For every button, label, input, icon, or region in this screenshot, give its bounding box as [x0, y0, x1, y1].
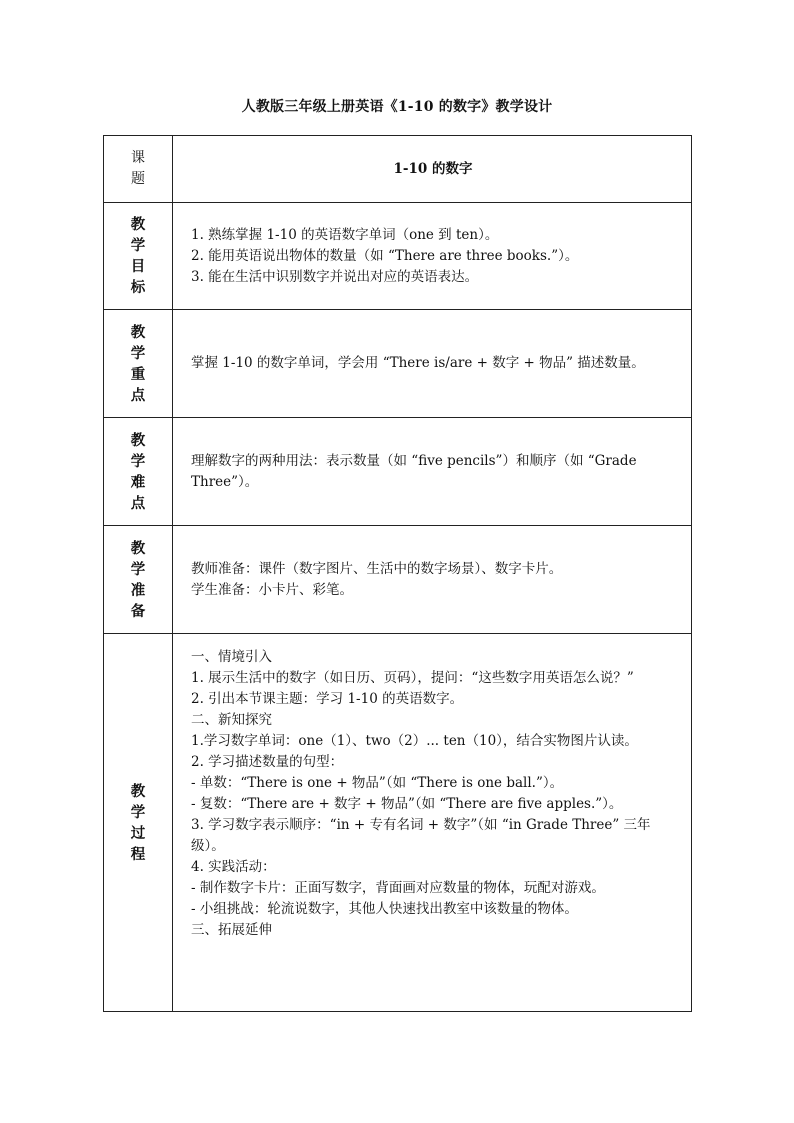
process-content: [173, 634, 692, 1012]
lesson-plan-table: [103, 135, 692, 1012]
label-char: 教: [130, 431, 146, 449]
label-char: 过: [130, 824, 146, 842]
preparation-row: [104, 526, 692, 634]
label-char: 教: [130, 539, 146, 557]
document-title: 人教版三年级上册英语《1-10 的数字》教学设计: [241, 99, 553, 115]
label-char: 难: [130, 473, 146, 491]
process-line: 1.学习数字单词：one（1）、two（2）... ten（10），结合实物图片认读。: [191, 733, 638, 749]
topic-row: [104, 136, 692, 203]
process-line: - 单数：“There is one + 物品”（如 “There is one ball.”）。: [191, 775, 564, 791]
process-line: - 复数：“There are + 数字 + 物品”（如 “There are five apples.”）。: [191, 796, 623, 812]
key-point-text: 掌握 1-10 的数字单词，学会用 “There is/are + 数字 + 物品” 描述数量。: [191, 355, 645, 371]
label-char: 点: [130, 386, 146, 404]
topic-content: 1-10 的数字: [173, 136, 692, 203]
key-points-content: [173, 310, 692, 418]
preparation-content: [173, 526, 692, 634]
process-row: [104, 634, 692, 1012]
preparation-item: 教师准备：课件（数字图片、生活中的数字场景）、数字卡片。: [191, 560, 563, 577]
process-line: 1. 展示生活中的数字（如日历、页码），提问：“这些数字用英语怎么说？”: [191, 670, 634, 686]
objective-item: 2. 能用英语说出物体的数量（如 “There are three books.”）。: [191, 247, 579, 264]
label-char: 程: [130, 845, 146, 863]
label-char: 准: [130, 581, 146, 599]
label-char: 学: [130, 803, 146, 821]
objective-item: 3. 能在生活中识别数字并说出对应的英语表达。: [191, 268, 479, 285]
label-char: 备: [130, 602, 146, 620]
difficulties-row: [104, 418, 692, 526]
label-char: 点: [130, 494, 146, 512]
preparation-label: [104, 526, 173, 634]
label-char: 教: [130, 782, 146, 800]
process-line: - 小组挑战：轮流说数字，其他人快速找出教室中该数量的物体。: [191, 901, 578, 917]
label-char: 学: [130, 344, 146, 362]
label-char: 教: [130, 323, 146, 341]
label-char: 题: [131, 171, 145, 187]
key-points-label: [104, 310, 173, 418]
process-line: 三、拓展延伸: [191, 922, 272, 938]
process-label: [104, 634, 173, 1012]
objective-item: 1. 熟练掌握 1-10 的英语数字单词（one 到 ten）。: [191, 226, 499, 243]
preparation-item: 学生准备：小卡片、彩笔。: [191, 581, 353, 598]
process-line: 3. 学习数字表示顺序：“in + 专有名词 + 数字”（如 “in Grade Three” 三年级）。: [191, 817, 651, 854]
label-char: 学: [130, 452, 146, 470]
process-line: 4. 实践活动：: [191, 859, 276, 875]
topic-label: [104, 136, 173, 203]
process-line: 二、新知探究: [191, 712, 272, 728]
label-char: 教: [130, 216, 146, 233]
difficulties-content: [173, 418, 692, 526]
process-line: 2. 引出本节课主题：学习 1-10 的英语数字。: [191, 691, 464, 707]
process-line: 2. 学习描述数量的句型：: [191, 754, 344, 770]
label-char: 课: [131, 150, 145, 166]
difficulties-label: [104, 418, 173, 526]
process-line: 一、情境引入: [191, 649, 272, 665]
label-char: 学: [130, 560, 146, 578]
label-char: 重: [130, 365, 146, 383]
label-char: 学: [130, 237, 146, 254]
process-line: - 制作数字卡片：正面写数字，背面画对应数量的物体，玩配对游戏。: [191, 880, 605, 896]
label-char: 标: [130, 279, 146, 296]
objectives-label: [104, 203, 173, 310]
objectives-row: [104, 203, 692, 310]
key-points-row: [104, 310, 692, 418]
objectives-content: [173, 203, 692, 310]
label-char: 目: [130, 258, 146, 275]
difficulty-text: 理解数字的两种用法：表示数量（如 “five pencils”）和顺序（如 “Grade Three”）。: [191, 452, 637, 490]
